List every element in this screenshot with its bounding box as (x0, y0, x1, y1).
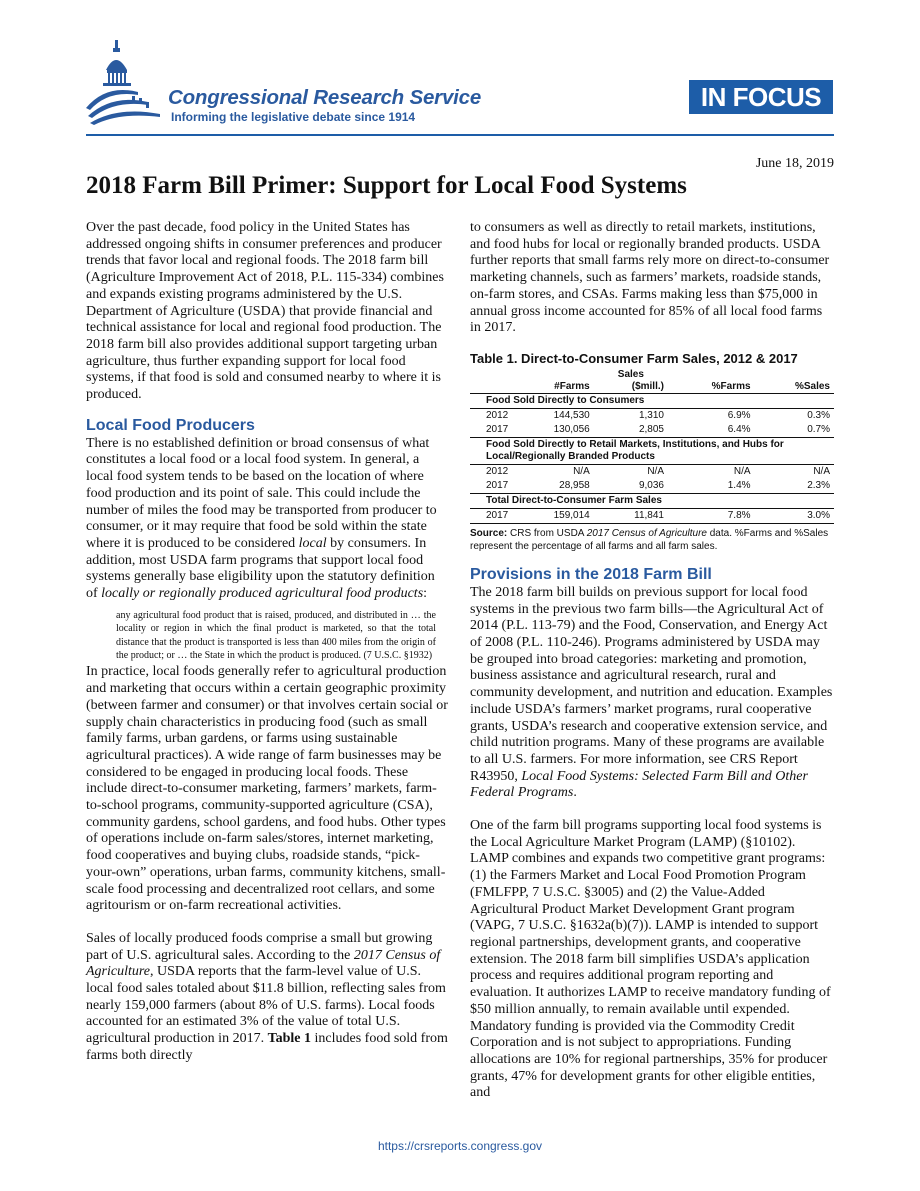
table-cell-sales: N/A (647, 465, 664, 477)
table-body (470, 393, 834, 523)
paragraph-gap (86, 915, 448, 931)
table-row (470, 423, 834, 438)
table-cell-pct-farms: N/A (733, 465, 751, 477)
page-title: 2018 Farm Bill Primer: Support for Local Food Systems (86, 172, 687, 199)
header-cell (668, 369, 755, 381)
table-cell-farms: 144,530 (553, 409, 590, 421)
header-pct-sales: %Sales (755, 381, 834, 394)
table-group-row (470, 437, 834, 464)
table-cell-farms: 28,958 (559, 479, 590, 491)
header-cell (512, 369, 593, 381)
header-cell (470, 381, 512, 394)
table-header-row-top (470, 369, 834, 381)
publication-date: June 18, 2019 (755, 156, 834, 171)
paragraph-gap (470, 802, 834, 818)
table-row (470, 508, 834, 523)
text-run: , USDA reports that the farm-level value of U.S. local food sales totaled about $11.8 billion, reflecting sales from nearly 159,000 farmers (about 8% of U.S. farms). Local foods accounted for an estimated 3% of the value of total U.S. agricultural production in 2017. (86, 964, 446, 1047)
table-cell-sales: 2,805 (638, 423, 664, 435)
table-cell-pct-sales: 2.3% (807, 479, 830, 491)
table-cell-sales: 11,841 (594, 508, 668, 523)
section-heading-provisions: Provisions in the 2018 Farm Bill (470, 565, 712, 583)
table-cell-farms: N/A (573, 465, 590, 477)
text-run: by consumers. In addition, most USDA farm programs that support local food systems generally base eligibility upon the statutory definition of (86, 535, 435, 602)
text-run: Sales of locally produced foods comprise a small but growing part of U.S. agricultural sales. According to the (86, 930, 433, 963)
table-row (470, 464, 834, 479)
header-pct-farms: %Farms (668, 381, 755, 394)
table-cell-pct-sales: 3.0% (755, 508, 834, 523)
data-table (470, 369, 834, 524)
table-header-row (470, 381, 834, 394)
header-cell (755, 369, 834, 381)
table-group-row (470, 393, 834, 408)
lamp-paragraph: One of the farm bill programs supporting local food systems is the Local Agriculture Market Program (LAMP) (§10102). LAMP combines and expands two competitive grant programs: (1) the Farmers Market and Local Food Promotion Program (FMLFPP, 7 U.S.C. §3005) and (2) the Value-Added Agricultural Product Market Development Grant program (VAPG, 7 U.S.C. §1632a(b)(7)). LAMP is intended to support regional partnerships, development grants, and cooperative extension. The 2018 farm bill simplifies USDA’s application process and requires additional program reporting and evaluation. It authorizes LAMP to receive mandatory funding of $50 million annually, to remain available until expended. Mandatory funding is provided via the Commodity Credit Corporation and is not subject to appropriations. Funding allocations are 10% for regional partnerships, 35% for producer grants, 47% for development grants for other eligible entities, and (470, 818, 831, 1101)
sales-paragraph (86, 931, 448, 1065)
emphasis-census: 2017 Census of Agriculture (86, 947, 441, 980)
emphasis-statutory-term: locally or regionally produced agricultural food products (101, 586, 424, 602)
text-run: . (573, 785, 577, 801)
org-tagline: Informing the legislative debate since 1914 (171, 110, 416, 124)
text-run: The 2018 farm bill builds on previous support for local food systems in the previous two farm bills—the Agricultural Act of 2014 (P.L. 113-79) and the Food, Conservation, and Energy Act of 2008 (P.L. 110-246). Programs administered by USDA may be grouped into broad categories: marketing and promotion, business assistance and agricultural research, rural and community development, and nutrition and education. Examples include USDA’s farmers’ market programs, rural cooperative grants, USDA’s research and cooperative extension service, and child nutrition programs. Many of these programs are available to all U.S. farmers. For more information, see CRS Report R43950, (470, 584, 833, 784)
text-run: CRS from USDA (507, 527, 587, 539)
text-run: : (423, 586, 428, 602)
emphasis-local: local (298, 535, 327, 551)
table-cell-sales: 1,310 (638, 409, 664, 421)
table-title: Table 1. Direct-to-Consumer Farm Sales, 2012 & 2017 (470, 350, 798, 366)
table-cell-pct-farms: 6.9% (727, 409, 751, 421)
org-name: Congressional Research Service (168, 86, 482, 109)
table-cell-year: 2017 (486, 479, 509, 491)
table-cell-pct-sales: 0.7% (807, 423, 830, 435)
definition-paragraph (86, 436, 448, 603)
text-run: There is no established definition or broad consensus of what constitutes a local food or a local food system. In general, a local food system tends to be based on the location of where food production and its point of sale. This could include the number of miles the food may be transported from producer to consumer, or it may require that food be sold within the state where it is produced to be considered (86, 435, 437, 551)
header-sales: ($mill.) (594, 381, 668, 394)
emphasis-report-title: Local Food Systems: Selected Farm Bill and Other Federal Programs (470, 768, 808, 801)
footer-url[interactable]: https://crsreports.congress.gov (377, 1139, 543, 1153)
table-cell-year: 2017 (470, 508, 512, 523)
section-heading-local-food-producers: Local Food Producers (86, 416, 255, 434)
table-source-note (470, 527, 834, 553)
header-farms: #Farms (512, 381, 593, 394)
table-group-label: Food Sold Directly to Consumers (470, 393, 834, 408)
table-row (470, 479, 834, 494)
table-row (470, 408, 834, 423)
table-cell-year: 2012 (486, 409, 509, 421)
table-group-label: Food Sold Directly to Retail Markets, Institutions, and Hubs for Local/Regionally Branded Products (470, 437, 834, 464)
header-divider (86, 134, 834, 136)
table-group-row (470, 493, 834, 508)
table-cell-year: 2012 (486, 465, 509, 477)
table-cell-pct-sales: 0.3% (807, 409, 830, 421)
practice-paragraph: In practice, local foods generally refer to agricultural production and marketing that occurs within a certain geographic proximity (between farmer and consumer) or that involves certain social or supply chain characteristics in producing food (such as small family farms, urban gardens, or farms using sustainable agricultural practices). A wide range of farm businesses may be considered to be engaged in producing local foods. These include direct-to-consumer marketing, farmers’ markets, farm-to-school programs, community-supported agriculture (CSA), community gardens, school gardens, and food hubs. Other types of operations include on-farm sales/stores, internet marketing, food cooperatives and buying clubs, roadside stands, “pick-your-own” operations, urban farms, community kitchens, small-scale food processing and decentralized root cellars, and some agritourism or on-farm recreational activities. (86, 664, 448, 914)
table-cell-year: 2017 (486, 423, 509, 435)
table-reference: Table 1 (267, 1031, 312, 1047)
table-cell-pct-farms: 6.4% (727, 423, 751, 435)
provisions-paragraph (470, 585, 834, 802)
table-cell-pct-farms: 1.4% (727, 479, 751, 491)
text-run: includes food sold from farms both directly (86, 1031, 448, 1063)
table-cell-farms: 130,056 (553, 423, 590, 435)
in-focus-badge: IN FOCUS (689, 80, 833, 114)
table-group-label: Total Direct-to-Consumer Farm Sales (470, 493, 834, 508)
left-column (86, 220, 448, 1065)
table-cell-farms: 159,014 (512, 508, 593, 523)
header-cell (470, 369, 512, 381)
table-cell-pct-farms: 7.8% (668, 508, 755, 523)
statutory-quote: any agricultural food product that is raised, produced, and distributed in … the locality or region in which the final product is marketed, so that the total distance that the product is transported is less than 400 miles from the origin of the product; or … the State in which the product is produced. (7 U.S.C. §1932) (116, 609, 436, 661)
intro-paragraph: Over the past decade, food policy in the United States has addressed ongoing shifts in consumer preferences and producer trends that favor local and regional foods. The 2018 farm bill (Agriculture Improvement Act of 2018, P.L. 115-334) combines and expands existing programs administered by the U.S. Department of Agriculture (USDA) that provide financial and technical assistance for local and regional food production. The 2018 farm bill also provides additional support targeting urban agriculture, thus further expanding support for local food systems, if that food is sold and consumed nearby to where it is produced. (86, 220, 444, 403)
table-cell-pct-sales: N/A (813, 465, 830, 477)
text-run: data. %Farms and %Sales represent the percentage of all farms and all farm sales. (470, 527, 829, 552)
table-cell-sales: 9,036 (638, 479, 664, 491)
source-label: Source: (470, 527, 508, 539)
right-column (470, 220, 834, 1102)
page-header (0, 0, 920, 135)
sales-paragraph-continued: to consumers as well as directly to retail markets, institutions, and food hubs for local or regionally branded products. USDA further reports that small farms rely more on direct-to-consumer marketing channels, such as farmers’ markets, roadside stands, on-farm stores, and CSAs. Farms making less than $75,000 in annual gross income accounted for 85% of all local food farms in 2017. (470, 220, 830, 336)
header-sales-top: Sales (617, 368, 644, 380)
capitol-dome-logo-icon (86, 40, 166, 128)
emphasis-census: 2017 Census of Agriculture (586, 527, 707, 539)
